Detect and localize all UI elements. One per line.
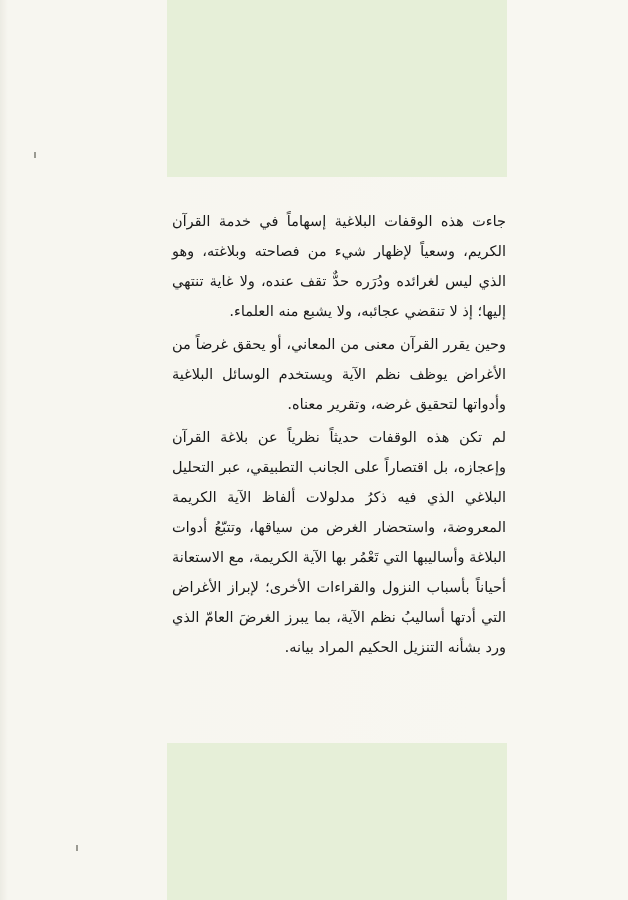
- bottom-green-panel: [167, 743, 507, 900]
- top-green-panel: [167, 0, 507, 177]
- paragraph-3: لم تكن هذه الوقفات حديثاً نظرياً عن بلاغة القرآن وإعجازه، بل اقتصاراً على الجانب التطبيقي، عبر التحليل البلاغي الذي فيه ذكرُ مدلولات ألفاظ الآية الكريمة المعروضة، واستحضار الغرض من سياقها، وتتبّعُ أدوات البلاغة وأساليبها التي تَعْمُر بها الآية الكريمة، مع الاستعانة أحياناً بأسباب النزول والقراءات الأخرى؛ لإبراز الأغراض التي أدتها أساليبُ نظم الآية، بما يبرز الغرضَ العامّ الذي ورد بشأنه التنزيل الحكيم المراد بيانه.: [172, 430, 506, 656]
- paragraph-2: وحين يقرر القرآن معنى من المعاني، أو يحقق غرضاً من الأغراض يوظف نظم الآية ويستخدم الوسائل البلاغية وأدواتها لتحقيق غرضه، وتقرير معناه.: [172, 337, 506, 413]
- margin-speck: [76, 845, 78, 851]
- paragraph-1: جاءت هذه الوقفات البلاغية إسهاماً في خدمة القرآن الكريم، وسعياً لإظهار شيء من فصاحته وبلاغته، وهو الذي ليس لغرائده ودُرَره حدٌّ تقف عنده، ولا غاية تنتهي إليها؛ إذ لا تنقضي عجائبه، ولا يشبع منه العلماء.: [172, 214, 506, 320]
- margin-speck: [34, 152, 36, 158]
- blurb-text: [172, 207, 506, 663]
